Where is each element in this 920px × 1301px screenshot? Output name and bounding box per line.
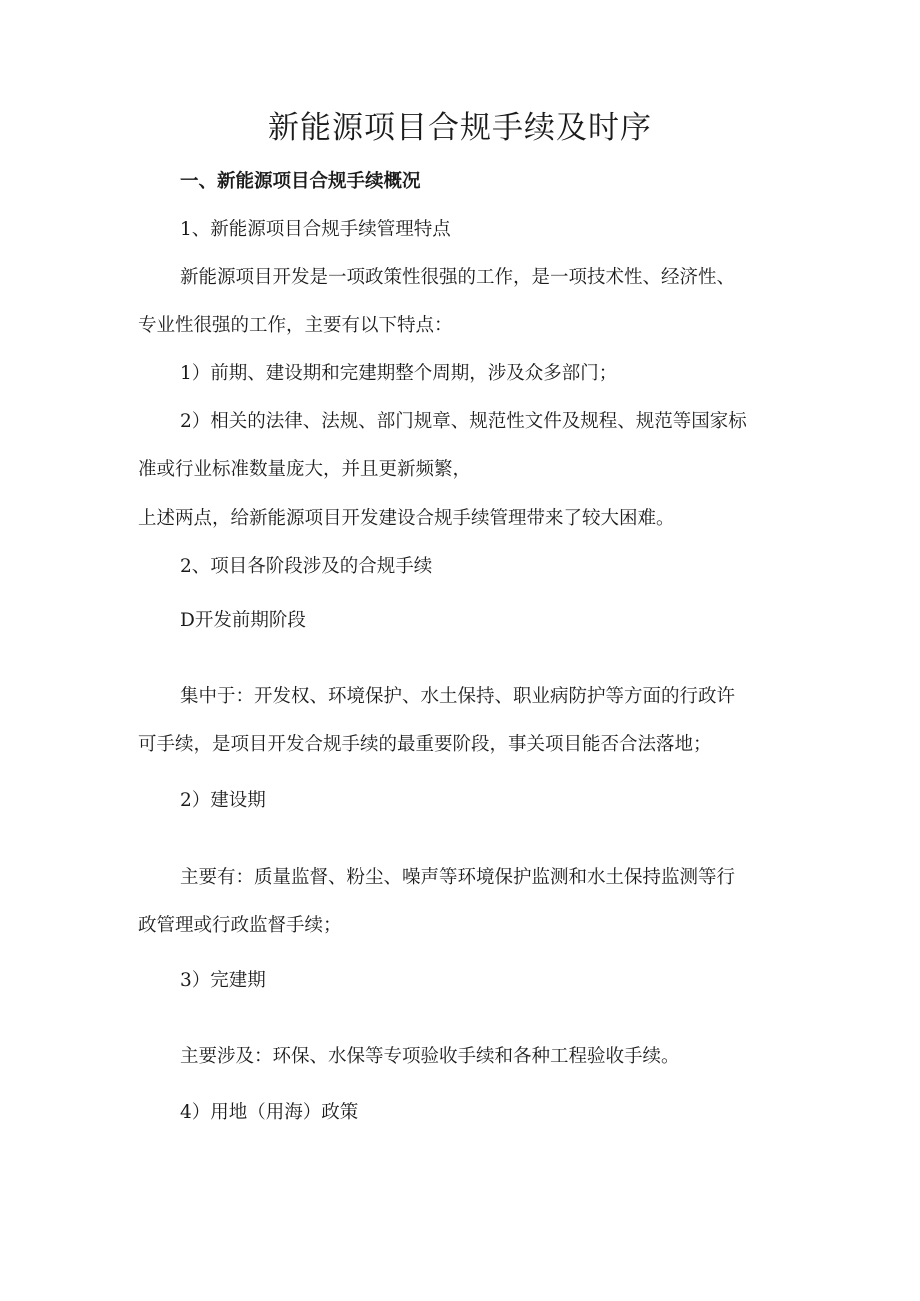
paragraph-line: 专业性很强的工作，主要有以下特点： <box>138 315 453 336</box>
list-item: D开发前期阶段 <box>180 610 306 631</box>
subsection-heading: 2、项目各阶段涉及的合规手续 <box>180 556 433 577</box>
paragraph-line: 主要涉及：环保、水保等专项验收手续和各种工程验收手续。 <box>180 1046 680 1067</box>
paragraph-line: 集中于：开发权、环境保护、水土保持、职业病防护等方面的行政许 <box>180 686 736 707</box>
paragraph-line: 政管理或行政监督手续； <box>138 915 342 936</box>
list-item: 4）用地（用海）政策 <box>180 1102 359 1123</box>
paragraph-line: 可手续，是项目开发合规手续的最重要阶段，事关项目能否合法落地； <box>138 734 712 755</box>
subsection-heading: 1、新能源项目合规手续管理特点 <box>180 219 451 240</box>
paragraph-line: 准或行业标准数量庞大，并且更新频繁， <box>138 459 472 480</box>
list-item: 2）相关的法律、法规、部门规章、规范性文件及规程、规范等国家标 <box>180 411 747 432</box>
paragraph-line: 新能源项目开发是一项政策性很强的工作，是一项技术性、经济性、 <box>180 267 736 288</box>
list-item: 1）前期、建设期和完建期整个周期，涉及众多部门； <box>180 363 618 384</box>
document-title: 新能源项目合规手续及时序 <box>268 110 652 146</box>
list-item: 3）完建期 <box>180 970 266 991</box>
list-item: 2）建设期 <box>180 790 266 811</box>
paragraph-line: 上述两点，给新能源项目开发建设合规手续管理带来了较大困难。 <box>138 508 675 529</box>
paragraph-line: 主要有：质量监督、粉尘、噪声等环境保护监测和水土保持监测等行 <box>180 867 736 888</box>
section-heading: 一、新能源项目合规手续概况 <box>180 171 421 192</box>
